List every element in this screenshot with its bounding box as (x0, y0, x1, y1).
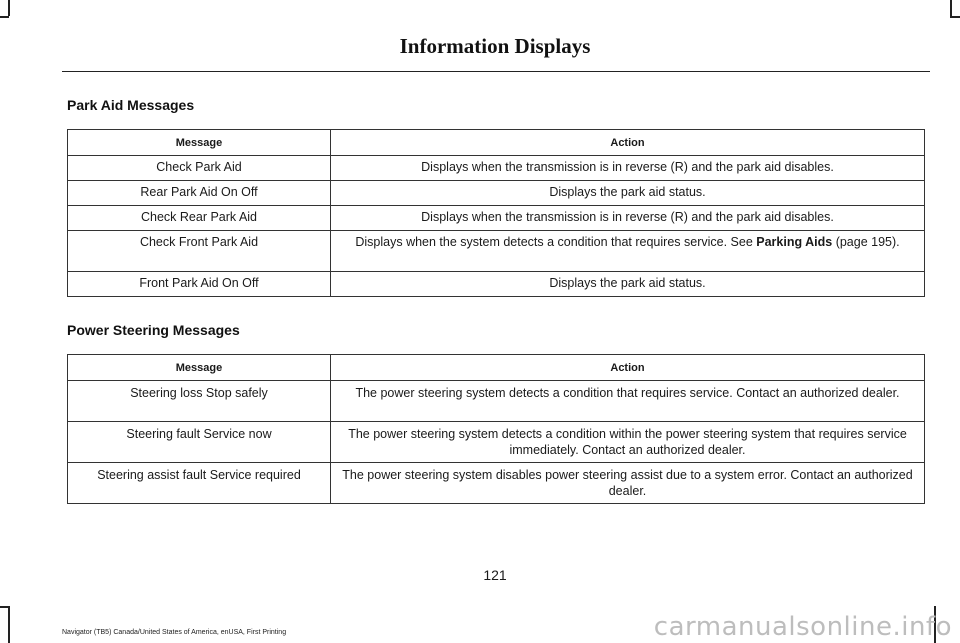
page-header-title: Information Displays (399, 34, 591, 58)
header-rule (62, 71, 930, 72)
action-cell: Displays the park aid status. (331, 181, 925, 206)
watermark: carmanualsonline.info (653, 612, 952, 642)
column-header-message: Message (68, 355, 331, 381)
action-cell: The power steering system detects a condition that requires service. Contact an authorized dealer. (331, 381, 925, 422)
park-aid-table (67, 129, 925, 297)
crop-mark-bottom-left-v (8, 606, 10, 643)
message-cell: Rear Park Aid On Off (68, 181, 331, 206)
message-cell: Steering fault Service now (68, 422, 331, 463)
action-cell: The power steering system detects a condition within the power steering system that requires service immediately. Contact an authorized dealer. (331, 422, 925, 463)
column-header-action: Action (331, 130, 925, 156)
message-cell: Check Front Park Aid (68, 231, 331, 272)
crop-mark-bottom-left-h (0, 606, 9, 608)
power-steering-section-title: Power Steering Messages (67, 322, 240, 338)
column-header-action: Action (331, 355, 925, 381)
crop-mark-top-left-h (0, 16, 9, 18)
action-cell: Displays the park aid status. (331, 272, 925, 297)
action-cell: Displays when the transmission is in reverse (R) and the park aid disables. (331, 156, 925, 181)
park-aid-section-title: Park Aid Messages (67, 97, 195, 113)
parking-aids-reference: Parking Aids (756, 235, 833, 249)
action-cell (331, 231, 925, 272)
table-row (68, 156, 925, 181)
table-header-row (68, 130, 925, 156)
table-row (68, 181, 925, 206)
page-number: 121 (483, 567, 507, 583)
crop-mark-top-right-h (950, 16, 960, 18)
action-text-page: (page 195). (832, 235, 900, 249)
message-cell: Steering loss Stop safely (68, 381, 331, 422)
table-row (68, 463, 925, 504)
action-text: Displays when the system detects a condition that requires service. See (355, 235, 757, 249)
crop-mark-top-left-v (8, 0, 10, 16)
message-cell: Steering assist fault Service required (68, 463, 331, 504)
action-cell: The power steering system disables power steering assist due to a system error. Contact an authorized dealer. (331, 463, 925, 504)
message-cell: Check Park Aid (68, 156, 331, 181)
table-row (68, 206, 925, 231)
power-steering-table (67, 354, 925, 504)
message-cell: Front Park Aid On Off (68, 272, 331, 297)
table-row (68, 231, 925, 272)
table-header-row (68, 355, 925, 381)
table-row (68, 272, 925, 297)
crop-mark-top-right-v (950, 0, 952, 16)
table-row (68, 381, 925, 422)
edition-footer: Navigator (TB5) Canada/United States of America, enUSA, First Printing (62, 629, 287, 636)
table-row (68, 422, 925, 463)
action-cell: Displays when the transmission is in reverse (R) and the park aid disables. (331, 206, 925, 231)
column-header-message: Message (68, 130, 331, 156)
message-cell: Check Rear Park Aid (68, 206, 331, 231)
